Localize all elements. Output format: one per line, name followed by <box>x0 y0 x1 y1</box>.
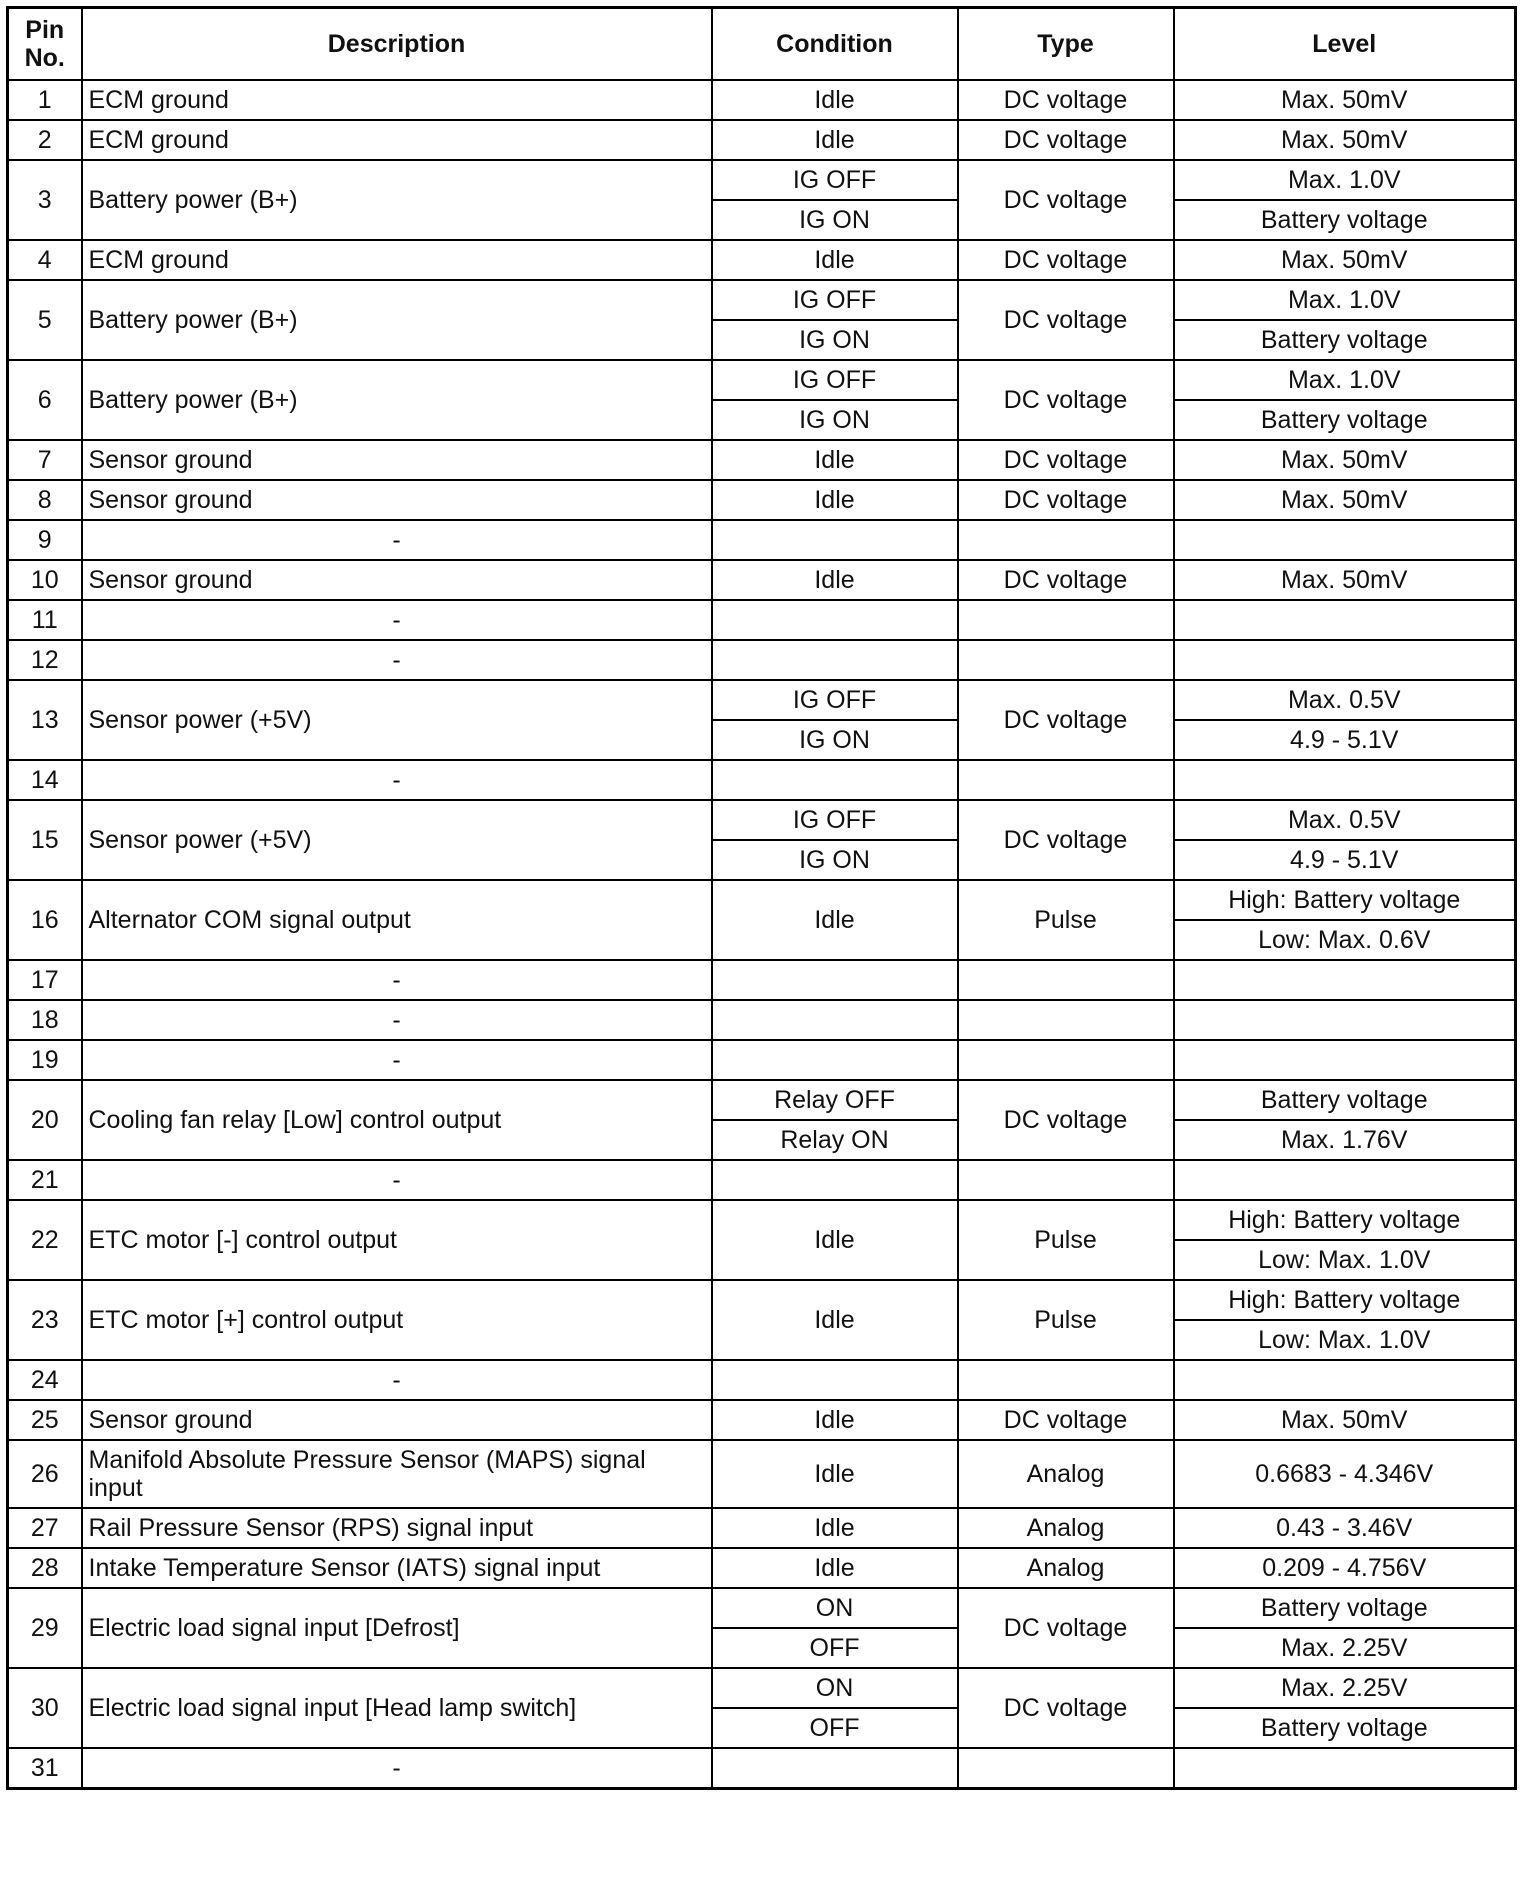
level-cell: 0.209 - 4.756V <box>1174 1548 1516 1588</box>
condition-cell <box>712 1160 958 1200</box>
level-cell: High: Battery voltage <box>1174 1200 1516 1240</box>
table-row <box>8 1400 1516 1440</box>
condition-cell <box>712 600 958 640</box>
pin-number-cell: 19 <box>8 1040 82 1080</box>
description-cell: Intake Temperature Sensor (IATS) signal input <box>82 1548 712 1588</box>
level-cell: Max. 50mV <box>1174 80 1516 120</box>
description-cell: Alternator COM signal output <box>82 880 712 960</box>
pin-number-cell: 20 <box>8 1080 82 1160</box>
pin-number-cell: 2 <box>8 120 82 160</box>
level-cell <box>1174 1040 1516 1080</box>
header-description: Description <box>82 8 712 81</box>
condition-cell: IG ON <box>712 200 958 240</box>
table-row <box>8 1440 1516 1508</box>
table-row <box>8 1360 1516 1400</box>
condition-cell: Idle <box>712 1548 958 1588</box>
table-row <box>8 1000 1516 1040</box>
condition-cell: IG OFF <box>712 680 958 720</box>
description-cell: Battery power (B+) <box>82 360 712 440</box>
description-cell: ETC motor [-] control output <box>82 1200 712 1280</box>
condition-cell: Relay OFF <box>712 1080 958 1120</box>
type-cell <box>958 640 1174 680</box>
level-cell: Max. 2.25V <box>1174 1668 1516 1708</box>
type-cell: Analog <box>958 1508 1174 1548</box>
pin-number-cell: 31 <box>8 1748 82 1789</box>
level-cell <box>1174 960 1516 1000</box>
table-row <box>8 1040 1516 1080</box>
description-cell: ETC motor [+] control output <box>82 1280 712 1360</box>
description-cell: Electric load signal input [Head lamp switch] <box>82 1668 712 1748</box>
level-cell: Battery voltage <box>1174 1708 1516 1748</box>
pin-number-cell: 11 <box>8 600 82 640</box>
type-cell <box>958 1040 1174 1080</box>
pin-number-cell: 10 <box>8 560 82 600</box>
description-cell: Sensor power (+5V) <box>82 680 712 760</box>
condition-cell: OFF <box>712 1628 958 1668</box>
level-cell: Max. 2.25V <box>1174 1628 1516 1668</box>
condition-cell: Idle <box>712 240 958 280</box>
table-row <box>8 560 1516 600</box>
condition-cell <box>712 520 958 560</box>
pin-number-cell: 17 <box>8 960 82 1000</box>
pin-table-container <box>6 6 1517 1790</box>
table-row <box>8 1588 1516 1628</box>
description-cell: Sensor ground <box>82 1400 712 1440</box>
level-cell: Battery voltage <box>1174 320 1516 360</box>
header-row <box>8 8 1516 81</box>
type-cell: Analog <box>958 1548 1174 1588</box>
level-cell: Battery voltage <box>1174 1588 1516 1628</box>
condition-cell: Idle <box>712 1200 958 1280</box>
type-cell: DC voltage <box>958 240 1174 280</box>
level-cell: Low: Max. 1.0V <box>1174 1320 1516 1360</box>
pin-number-cell: 18 <box>8 1000 82 1040</box>
condition-cell: OFF <box>712 1708 958 1748</box>
type-cell: DC voltage <box>958 480 1174 520</box>
level-cell: High: Battery voltage <box>1174 880 1516 920</box>
level-cell: Max. 1.0V <box>1174 280 1516 320</box>
description-cell: - <box>82 520 712 560</box>
condition-cell: IG OFF <box>712 160 958 200</box>
description-cell: - <box>82 1360 712 1400</box>
condition-cell <box>712 1040 958 1080</box>
condition-cell: Idle <box>712 1280 958 1360</box>
condition-cell: IG ON <box>712 400 958 440</box>
table-row <box>8 1080 1516 1120</box>
pin-number-cell: 29 <box>8 1588 82 1668</box>
pin-number-cell: 14 <box>8 760 82 800</box>
level-cell <box>1174 520 1516 560</box>
level-cell: 0.6683 - 4.346V <box>1174 1440 1516 1508</box>
level-cell: Max. 0.5V <box>1174 800 1516 840</box>
table-row <box>8 1548 1516 1588</box>
table-row <box>8 240 1516 280</box>
type-cell <box>958 960 1174 1000</box>
pin-number-cell: 3 <box>8 160 82 240</box>
level-cell <box>1174 760 1516 800</box>
level-cell: 0.43 - 3.46V <box>1174 1508 1516 1548</box>
description-cell: - <box>82 1040 712 1080</box>
type-cell <box>958 760 1174 800</box>
level-cell: Max. 1.76V <box>1174 1120 1516 1160</box>
table-row <box>8 1280 1516 1320</box>
condition-cell <box>712 760 958 800</box>
condition-cell: ON <box>712 1668 958 1708</box>
level-cell: Max. 1.0V <box>1174 360 1516 400</box>
description-cell: Electric load signal input [Defrost] <box>82 1588 712 1668</box>
table-row <box>8 520 1516 560</box>
header-condition: Condition <box>712 8 958 81</box>
table-row <box>8 360 1516 400</box>
table-row <box>8 1200 1516 1240</box>
description-cell: ECM ground <box>82 80 712 120</box>
header-level: Level <box>1174 8 1516 81</box>
table-row <box>8 760 1516 800</box>
pin-number-cell: 26 <box>8 1440 82 1508</box>
type-cell: Pulse <box>958 1280 1174 1360</box>
condition-cell <box>712 1360 958 1400</box>
level-cell: Max. 1.0V <box>1174 160 1516 200</box>
pin-number-cell: 7 <box>8 440 82 480</box>
table-row <box>8 440 1516 480</box>
condition-cell: IG OFF <box>712 280 958 320</box>
condition-cell: Idle <box>712 80 958 120</box>
level-cell <box>1174 1000 1516 1040</box>
table-row <box>8 280 1516 320</box>
level-cell: High: Battery voltage <box>1174 1280 1516 1320</box>
pin-number-cell: 4 <box>8 240 82 280</box>
type-cell <box>958 520 1174 560</box>
condition-cell: Idle <box>712 480 958 520</box>
level-cell: Max. 0.5V <box>1174 680 1516 720</box>
level-cell: Max. 50mV <box>1174 120 1516 160</box>
table-row <box>8 960 1516 1000</box>
pin-number-cell: 23 <box>8 1280 82 1360</box>
table-row <box>8 80 1516 120</box>
table-row <box>8 600 1516 640</box>
type-cell: Pulse <box>958 880 1174 960</box>
table-row <box>8 160 1516 200</box>
description-cell: Cooling fan relay [Low] control output <box>82 1080 712 1160</box>
condition-cell: Relay ON <box>712 1120 958 1160</box>
condition-cell: Idle <box>712 1440 958 1508</box>
level-cell <box>1174 600 1516 640</box>
type-cell: DC voltage <box>958 560 1174 600</box>
type-cell: DC voltage <box>958 1668 1174 1748</box>
type-cell: DC voltage <box>958 1588 1174 1668</box>
table-row <box>8 120 1516 160</box>
level-cell: Max. 50mV <box>1174 440 1516 480</box>
pin-number-cell: 15 <box>8 800 82 880</box>
level-cell: Max. 50mV <box>1174 1400 1516 1440</box>
level-cell: Battery voltage <box>1174 200 1516 240</box>
header-type: Type <box>958 8 1174 81</box>
level-cell: Low: Max. 1.0V <box>1174 1240 1516 1280</box>
description-cell: Sensor ground <box>82 440 712 480</box>
condition-cell <box>712 960 958 1000</box>
description-cell: Rail Pressure Sensor (RPS) signal input <box>82 1508 712 1548</box>
pin-number-cell: 6 <box>8 360 82 440</box>
table-row <box>8 640 1516 680</box>
description-cell: Battery power (B+) <box>82 160 712 240</box>
pin-number-cell: 8 <box>8 480 82 520</box>
condition-cell <box>712 1000 958 1040</box>
table-row <box>8 800 1516 840</box>
condition-cell: Idle <box>712 1508 958 1548</box>
level-cell: Max. 50mV <box>1174 240 1516 280</box>
level-cell: Battery voltage <box>1174 400 1516 440</box>
description-cell: Sensor ground <box>82 560 712 600</box>
table-row <box>8 880 1516 920</box>
type-cell <box>958 1748 1174 1789</box>
type-cell: DC voltage <box>958 1080 1174 1160</box>
pin-number-cell: 25 <box>8 1400 82 1440</box>
pin-number-cell: 12 <box>8 640 82 680</box>
pin-number-cell: 5 <box>8 280 82 360</box>
pin-table-body <box>8 80 1516 1789</box>
table-row <box>8 1748 1516 1789</box>
level-cell: Max. 50mV <box>1174 480 1516 520</box>
type-cell: DC voltage <box>958 120 1174 160</box>
table-row <box>8 480 1516 520</box>
description-cell: - <box>82 1748 712 1789</box>
description-cell: ECM ground <box>82 240 712 280</box>
pin-number-cell: 21 <box>8 1160 82 1200</box>
description-cell: ECM ground <box>82 120 712 160</box>
type-cell: DC voltage <box>958 280 1174 360</box>
condition-cell: Idle <box>712 560 958 600</box>
pin-number-cell: 13 <box>8 680 82 760</box>
type-cell <box>958 1160 1174 1200</box>
type-cell: DC voltage <box>958 680 1174 760</box>
condition-cell: Idle <box>712 1400 958 1440</box>
description-cell: - <box>82 600 712 640</box>
condition-cell: IG ON <box>712 720 958 760</box>
level-cell <box>1174 1748 1516 1789</box>
condition-cell: Idle <box>712 120 958 160</box>
pin-number-cell: 28 <box>8 1548 82 1588</box>
type-cell: DC voltage <box>958 800 1174 880</box>
condition-cell: IG ON <box>712 320 958 360</box>
pin-number-cell: 22 <box>8 1200 82 1280</box>
description-cell: Manifold Absolute Pressure Sensor (MAPS) signal input <box>82 1440 712 1508</box>
condition-cell: IG OFF <box>712 360 958 400</box>
level-cell <box>1174 1160 1516 1200</box>
pin-table <box>6 6 1517 1790</box>
table-row <box>8 1668 1516 1708</box>
type-cell <box>958 600 1174 640</box>
table-row <box>8 1160 1516 1200</box>
type-cell: DC voltage <box>958 1400 1174 1440</box>
description-cell: - <box>82 960 712 1000</box>
description-cell: - <box>82 760 712 800</box>
type-cell: Analog <box>958 1440 1174 1508</box>
type-cell: DC voltage <box>958 160 1174 240</box>
pin-number-cell: 16 <box>8 880 82 960</box>
condition-cell: IG OFF <box>712 800 958 840</box>
table-row <box>8 1508 1516 1548</box>
pin-number-cell: 1 <box>8 80 82 120</box>
header-pin-no: Pin No. <box>8 8 82 81</box>
level-cell: Low: Max. 0.6V <box>1174 920 1516 960</box>
table-row <box>8 680 1516 720</box>
condition-cell: IG ON <box>712 840 958 880</box>
pin-number-cell: 9 <box>8 520 82 560</box>
type-cell: Pulse <box>958 1200 1174 1280</box>
description-cell: - <box>82 1160 712 1200</box>
description-cell: - <box>82 1000 712 1040</box>
condition-cell <box>712 640 958 680</box>
level-cell <box>1174 1360 1516 1400</box>
type-cell <box>958 1000 1174 1040</box>
description-cell: Battery power (B+) <box>82 280 712 360</box>
level-cell: Max. 50mV <box>1174 560 1516 600</box>
type-cell <box>958 1360 1174 1400</box>
level-cell: 4.9 - 5.1V <box>1174 840 1516 880</box>
description-cell: Sensor power (+5V) <box>82 800 712 880</box>
level-cell <box>1174 640 1516 680</box>
level-cell: 4.9 - 5.1V <box>1174 720 1516 760</box>
pin-number-cell: 24 <box>8 1360 82 1400</box>
description-cell: Sensor ground <box>82 480 712 520</box>
type-cell: DC voltage <box>958 360 1174 440</box>
pin-number-cell: 27 <box>8 1508 82 1548</box>
condition-cell: ON <box>712 1588 958 1628</box>
type-cell: DC voltage <box>958 440 1174 480</box>
type-cell: DC voltage <box>958 80 1174 120</box>
condition-cell <box>712 1748 958 1789</box>
condition-cell: Idle <box>712 880 958 960</box>
description-cell: - <box>82 640 712 680</box>
level-cell: Battery voltage <box>1174 1080 1516 1120</box>
condition-cell: Idle <box>712 440 958 480</box>
pin-number-cell: 30 <box>8 1668 82 1748</box>
